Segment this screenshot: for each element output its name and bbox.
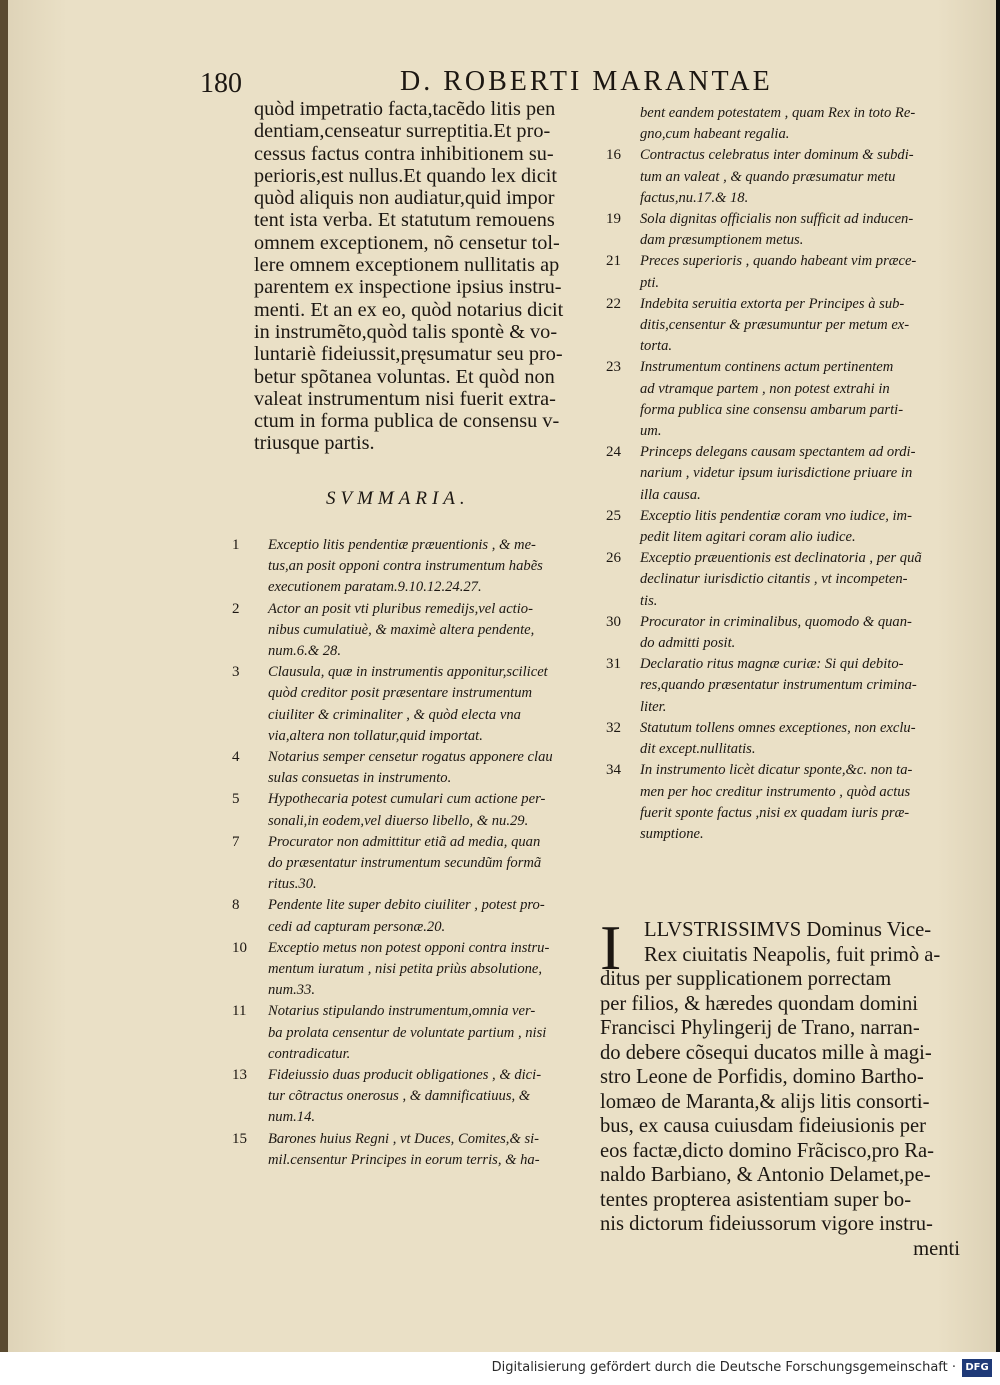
body-line: ditus per supplicationem porrectam bbox=[600, 968, 892, 990]
summary-item bbox=[228, 789, 600, 831]
summary-item-text bbox=[268, 1129, 600, 1171]
summary-line: ba prolata censentur de voluntate partium , nisi bbox=[268, 1024, 547, 1041]
summary-item bbox=[228, 1129, 600, 1171]
summary-item-text bbox=[640, 209, 966, 251]
footer-bar bbox=[0, 1352, 1000, 1385]
summary-item-text bbox=[640, 654, 966, 718]
summary-item-number: 5 bbox=[232, 791, 240, 808]
summary-line: Exceptio metus non potest opponi contra instru- bbox=[268, 939, 550, 956]
summary-item-text bbox=[268, 747, 600, 789]
summary-line: Procurator non admittitur etiã ad media, quan bbox=[268, 833, 541, 850]
summary-item bbox=[228, 599, 600, 663]
summary-line: tur cõtractus onerosus , & damnificatiuus, & bbox=[268, 1088, 531, 1105]
body-line: Francisci Phylingerij de Trano, narran- bbox=[600, 1017, 920, 1039]
summary-line: tus,an posit opponi contra instrumentum habẽs bbox=[268, 558, 543, 575]
summary-line: men per hoc creditur instrumento , quòd actus bbox=[640, 783, 911, 800]
summary-line: Statutum tollens omnes exceptiones, non exclu- bbox=[640, 719, 916, 736]
summary-line: res,quando præsentatur instrumentum crimina- bbox=[640, 677, 917, 694]
summary-item-text bbox=[640, 442, 966, 506]
text-line: valeat instrumentum nisi fuerit extra- bbox=[254, 387, 556, 410]
summary-item-text bbox=[640, 294, 966, 358]
summary-item-number: 34 bbox=[606, 762, 621, 779]
summary-line: Barones huius Regni , vt Duces, Comites,& si- bbox=[268, 1130, 540, 1147]
summary-item bbox=[600, 548, 966, 612]
summary-line: nibus cumulatiuè, & maximè altera pendente, bbox=[268, 621, 535, 638]
summary-item-text bbox=[268, 1065, 600, 1129]
summary-item bbox=[600, 718, 966, 760]
summary-line: Notarius semper censetur rogatus apponere clau bbox=[268, 749, 553, 766]
summaria-list-left bbox=[228, 535, 600, 1171]
summary-line: num.14. bbox=[268, 1109, 316, 1126]
left-column-text bbox=[254, 98, 586, 455]
summary-line: ditis,censentur & præsumuntur per metum ex- bbox=[640, 317, 910, 334]
summary-line: do præsentatur instrumentum secundũm formã bbox=[268, 855, 542, 872]
text-line: dentiam,censeatur surreptitia.Et pro- bbox=[254, 120, 551, 143]
summary-item bbox=[600, 612, 966, 654]
summary-line: Fideiussio duas producit obligationes , & dici- bbox=[268, 1067, 542, 1084]
summary-item-number: 13 bbox=[232, 1067, 247, 1084]
summary-item-text bbox=[640, 103, 966, 145]
summary-item bbox=[228, 1001, 600, 1065]
body-line: lomæo de Maranta,& alijs litis consorti- bbox=[600, 1090, 930, 1113]
summary-item-number: 30 bbox=[606, 613, 621, 630]
summary-item bbox=[600, 357, 966, 442]
summary-line: sonali,in eodem,vel diuerso libello, & nu.29. bbox=[268, 812, 529, 829]
running-title: D. ROBERTI MARANTAE bbox=[400, 66, 773, 97]
summary-item-number: 2 bbox=[232, 600, 240, 617]
summary-line: dam præsumptionem metus. bbox=[640, 232, 804, 249]
summary-item bbox=[228, 938, 600, 1002]
body-line: stro Leone de Porfidis, domino Bartho- bbox=[600, 1066, 924, 1088]
summary-line: quòd creditor posit præsentare instrumentum bbox=[268, 685, 533, 702]
summary-line: pti. bbox=[640, 274, 660, 291]
summary-item bbox=[600, 103, 966, 145]
text-line: betur spõtanea voluntas. Et quòd non bbox=[254, 365, 555, 388]
summary-line: Declaratio ritus magnæ curiæ: Si qui debito- bbox=[640, 656, 904, 673]
summary-item-text bbox=[268, 789, 600, 831]
summary-item-number: 15 bbox=[232, 1130, 247, 1147]
summary-item bbox=[600, 209, 966, 251]
summary-line: mil.censentur Principes in eorum terris, & ha- bbox=[268, 1151, 540, 1168]
page-left-edge bbox=[0, 0, 8, 1352]
summary-item-text bbox=[268, 1001, 600, 1065]
text-line: perioris,est nullus.Et quando lex dicit bbox=[254, 164, 558, 187]
summary-item-text bbox=[640, 718, 966, 760]
summary-line: Exceptio litis pendentiæ præuentionis , & me- bbox=[268, 537, 536, 553]
body-line: nis dictorum fideiussorum vigore instru- bbox=[600, 1213, 933, 1235]
summary-line: Notarius stipulando instrumentum,omnia ver- bbox=[268, 1003, 536, 1020]
summary-line: Princeps delegans causam spectantem ad ordi- bbox=[640, 444, 916, 461]
summary-item bbox=[228, 535, 600, 599]
body-line: naldo Barbiano, & Antonio Delamet,pe- bbox=[600, 1164, 931, 1186]
summary-item bbox=[600, 654, 966, 718]
summary-line: num.6.& 28. bbox=[268, 643, 341, 660]
body-line: Rex ciuitatis Neapolis, fuit primò a- bbox=[644, 943, 941, 966]
summary-line: illa causa. bbox=[640, 486, 701, 503]
summary-line: do admitti posit. bbox=[640, 635, 736, 652]
summary-item-text bbox=[268, 895, 600, 937]
funding-notice: Digitalisierung gefördert durch die Deutsche Forschungsgemeinschaft · bbox=[491, 1360, 956, 1375]
summaria-heading: SVMMARIA. bbox=[326, 488, 470, 509]
summary-item-number: 21 bbox=[606, 253, 621, 270]
summary-line: fuerit sponte factus ,nisi ex quadam iuris præ- bbox=[640, 804, 910, 821]
summary-item-text bbox=[640, 612, 966, 654]
summary-line: tis. bbox=[640, 592, 658, 609]
summary-line: dit except.nullitatis. bbox=[640, 741, 756, 758]
summary-item-text bbox=[268, 662, 600, 747]
summary-line: bent eandem potestatem , quam Rex in toto Re- bbox=[640, 105, 916, 121]
summary-line: Contractus celebratus inter dominum & subdi- bbox=[640, 147, 914, 164]
summary-line: factus,nu.17.& 18. bbox=[640, 189, 749, 206]
summary-line: Exceptio litis pendentiæ coram vno iudice, im- bbox=[640, 507, 912, 524]
summary-item-number: 23 bbox=[606, 359, 621, 376]
text-line: omnem exceptionem, nõ censetur tol- bbox=[254, 231, 560, 254]
summary-line: cedi ad capturam personæ.20. bbox=[268, 918, 446, 935]
summary-line: torta. bbox=[640, 338, 673, 355]
summary-item bbox=[600, 760, 966, 845]
summary-item-number: 3 bbox=[232, 664, 240, 681]
summary-line: narium , videtur ipsum iurisdictione priuare in bbox=[640, 465, 913, 482]
text-line: in instrumẽto,quòd talis spontè & vo- bbox=[254, 320, 558, 343]
summary-line: via,altera non tollatur,quid importat. bbox=[268, 727, 483, 744]
summary-item bbox=[600, 145, 966, 209]
body-line: eos factæ,dicto domino Frãcisco,pro Ra- bbox=[600, 1139, 934, 1162]
summary-item-number: 8 bbox=[232, 897, 240, 914]
summary-item-number: 19 bbox=[606, 211, 621, 228]
summary-item-text bbox=[640, 357, 966, 442]
summary-item-text bbox=[640, 506, 966, 548]
summary-item bbox=[228, 1065, 600, 1129]
summary-line: executionem paratam.9.10.12.24.27. bbox=[268, 579, 482, 596]
summary-item-number: 31 bbox=[606, 656, 621, 673]
text-line: quòd aliquis non audiatur,quid impor bbox=[254, 187, 555, 210]
summary-line: Preces superioris , quando habeant vim præce- bbox=[640, 253, 917, 270]
dfg-logo-icon: DFG bbox=[962, 1359, 992, 1377]
summary-line: Actor an posit vti pluribus remedijs,vel actio- bbox=[268, 600, 533, 617]
summary-item bbox=[600, 506, 966, 548]
summary-item bbox=[600, 442, 966, 506]
text-line: luntariè fideiussit,pręsumatur seu pro- bbox=[254, 343, 563, 366]
summary-line: um. bbox=[640, 423, 662, 440]
summary-line: contradicatur. bbox=[268, 1045, 351, 1062]
summary-item-text bbox=[268, 535, 600, 599]
drop-capital: I bbox=[600, 912, 622, 983]
body-line: per filios, & hæredes quondam domini bbox=[600, 992, 919, 1015]
summary-line: In instrumento licèt dicatur sponte,&c. non ta- bbox=[640, 762, 913, 779]
text-line: cessus factus contra inhibitionem su- bbox=[254, 142, 554, 165]
summary-line: Pendente lite super debito ciuiliter , potest pro- bbox=[268, 897, 545, 914]
body-text-column bbox=[600, 912, 960, 1261]
summary-item-text bbox=[268, 938, 600, 1002]
text-line: quòd impetratio facta,tacẽdo litis pen bbox=[254, 98, 556, 120]
summary-item-text bbox=[640, 145, 966, 209]
summary-line: declinatur iurisdictio citantis , vt incompeten- bbox=[640, 571, 908, 588]
summary-item-number: 24 bbox=[606, 444, 621, 461]
text-line: parentem ex inspectione ipsius instru- bbox=[254, 276, 562, 299]
summary-item-number: 32 bbox=[606, 719, 621, 736]
summary-line: Exceptio præuentionis est declinatoria , per quã bbox=[640, 550, 922, 567]
summary-line: num.33. bbox=[268, 982, 316, 999]
summary-item-number: 1 bbox=[232, 537, 240, 553]
summary-line: Hypothecaria potest cumulari cum actione per- bbox=[268, 791, 546, 808]
text-line: ctum in forma publica de consensu v- bbox=[254, 410, 560, 433]
summary-item-text bbox=[268, 832, 600, 896]
body-line: menti bbox=[913, 1237, 960, 1260]
summary-item bbox=[600, 251, 966, 293]
summary-item-number: 26 bbox=[606, 550, 621, 567]
summary-line: sumptione. bbox=[640, 825, 704, 842]
summary-item bbox=[228, 662, 600, 747]
text-line: lere omnem exceptionem nullitatis ap bbox=[254, 254, 560, 277]
summary-line: Instrumentum continens actum pertinentem bbox=[640, 359, 894, 376]
summary-item-number: 25 bbox=[606, 507, 621, 524]
summary-line: Procurator in criminalibus, quomodo & quan- bbox=[640, 613, 912, 630]
summary-line: Sola dignitas officialis non sufficit ad inducen- bbox=[640, 211, 914, 228]
body-line: tentes propterea asistentiam super bo- bbox=[600, 1188, 912, 1211]
summary-line: ritus.30. bbox=[268, 876, 317, 893]
summary-item-text bbox=[268, 599, 600, 663]
summaria-list-right bbox=[600, 103, 966, 845]
summary-line: pedit litem agitari coram alio iudice. bbox=[640, 529, 856, 546]
summary-item-number: 16 bbox=[606, 147, 621, 164]
summary-item bbox=[228, 895, 600, 937]
summary-item bbox=[228, 832, 600, 896]
body-line: do debere cõsequi ducatos mille à magi- bbox=[600, 1041, 932, 1064]
summary-item bbox=[600, 294, 966, 358]
summary-line: ad vtramque partem , non potest extrahi in bbox=[640, 380, 890, 397]
text-line: triusque partis. bbox=[254, 432, 375, 455]
summary-item-number: 22 bbox=[606, 295, 621, 312]
summary-item-number: 11 bbox=[232, 1003, 247, 1020]
summary-item-number: 4 bbox=[232, 749, 240, 766]
summary-item-text bbox=[640, 251, 966, 293]
body-line: bus, ex causa cuiusdam fideiusionis per bbox=[600, 1115, 926, 1137]
summary-item-number: 10 bbox=[232, 939, 247, 956]
summary-line: sulas consuetas in instrumento. bbox=[268, 770, 452, 787]
summary-item-text bbox=[640, 548, 966, 612]
summary-line: liter. bbox=[640, 698, 667, 715]
summary-line: mentum iuratum , nisi petita priùs absolutione, bbox=[268, 961, 543, 978]
summary-line: ciuiliter & criminaliter , & quòd electa vna bbox=[268, 706, 521, 723]
summary-line: forma publica sine consensu ambarum parti- bbox=[640, 401, 904, 418]
text-line: menti. Et an ex eo, quòd notarius dicit bbox=[254, 298, 564, 321]
page-number: 180 bbox=[200, 68, 242, 99]
summary-line: Clausula, quæ in instrumentis apponitur,scilicet bbox=[268, 664, 548, 681]
body-line: LLVSTRISSIMVS Dominus Vice- bbox=[644, 919, 932, 941]
summary-item-text bbox=[640, 760, 966, 845]
summary-line: gno,cum habeant regalia. bbox=[640, 126, 790, 143]
text-line: tent ista verba. Et statutum remouens bbox=[254, 209, 555, 232]
summary-line: tum an valeat , & quando præsumatur metu bbox=[640, 168, 896, 185]
summary-item-number: 7 bbox=[232, 833, 240, 850]
summary-line: Indebita seruitia extorta per Principes à sub- bbox=[640, 295, 905, 312]
summary-item bbox=[228, 747, 600, 789]
